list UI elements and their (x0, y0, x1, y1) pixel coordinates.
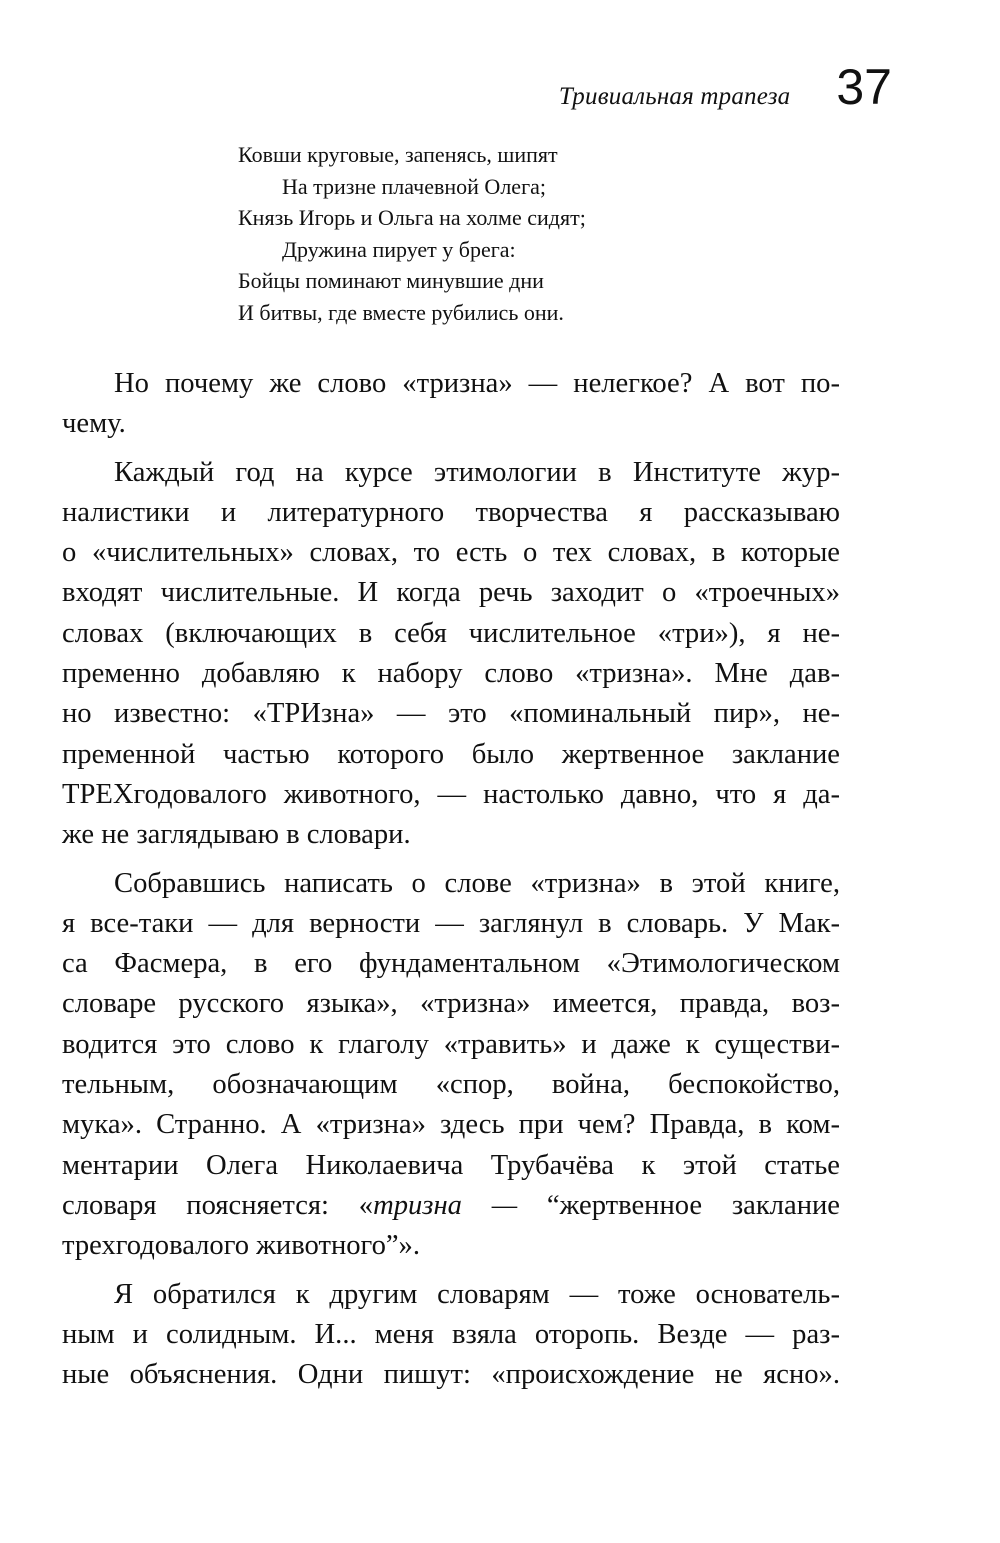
text-line: входят числительные. И когда речь заходит о «троечных» (62, 577, 840, 609)
text-line: Каждый год на курсе этимологии в Институте жур- (114, 456, 840, 488)
text-line: словах (включающих в себя числительное «три»), я не- (62, 617, 840, 649)
running-title: Тривиальная трапеза (558, 83, 791, 110)
text-line: же не заглядываю в словари. (62, 819, 411, 851)
paragraph-4 (62, 1275, 840, 1396)
italic-term: тризна — (373, 1189, 518, 1221)
text-line: са Фасмера, в его фундаментальном «Этимологическом (62, 948, 840, 980)
poem-line: Ковши круговые, запенясь, шипят (238, 142, 558, 167)
text-line-with-italic (62, 1186, 840, 1226)
poem-line: Князь Игорь и Ольга на холме сидят; (238, 205, 586, 230)
text-run: “жертвенное заклание (517, 1189, 840, 1221)
text-line: пременной частью которого было жертвенное заклание (62, 738, 840, 770)
text-line: словаре русского языка», «тризна» имеется, правда, воз- (62, 988, 840, 1020)
text-line: я все-таки — для верности — заглянул в словарь. У Мак- (62, 907, 840, 939)
text-line: Но почему же слово «тризна» — нелегкое? А вот по- (114, 368, 840, 399)
text-line: водится это слово к глаголу «травить» и даже к существи- (62, 1028, 840, 1060)
text-line: ТРЕХгодовалого животного, — настолько давно, что я да- (62, 778, 840, 810)
paragraph-2 (62, 453, 840, 856)
paragraph-3 (62, 864, 840, 1267)
text-line: мука». Странно. А «тризна» здесь при чем? Правда, в ком- (62, 1109, 840, 1141)
text-line: пременно добавляю к набору слово «тризна». Мне дав- (62, 658, 840, 690)
poem-epigraph (238, 139, 758, 328)
text-line: трехгодовалого животного”». (62, 1230, 421, 1262)
poem-line: И битвы, где вместе рубились они. (238, 299, 564, 325)
text-line: тельным, обозначающим «спор, война, беспокойство, (62, 1069, 840, 1101)
text-line: Собравшись написать о слове «тризна» в этой книге, (114, 867, 840, 899)
text-line: налистики и литературного творчества я рассказываю (62, 496, 840, 528)
text-line: но известно: «ТРИзна» — это «поминальный пир», не- (62, 698, 840, 730)
text-line: чему. (62, 408, 126, 440)
page-number: 37 (836, 59, 892, 115)
poem-line: На тризне плачевной Олега; (282, 173, 546, 199)
text-line: о «числительных» словах, то есть о тех словах, в которые (62, 537, 840, 569)
text-line: Я обратился к другим словарям — тоже основатель- (114, 1278, 840, 1310)
running-head (558, 59, 892, 115)
paragraph-1 (62, 364, 840, 445)
text-line: ным и солидным. И... меня взяла оторопь. Везде — раз- (62, 1318, 840, 1350)
poem-line: Дружина пирует у брега: (282, 236, 516, 262)
text-line: ные объяснения. Одни пишут: «происхождение не ясно». (62, 1359, 840, 1391)
body-text (62, 364, 840, 1403)
poem-line: Бойцы поминают минувшие дни (238, 268, 544, 293)
text-run: словаря поясняется: « (62, 1189, 374, 1221)
text-line: ментарии Олега Николаевича Трубачёва к этой статье (62, 1149, 840, 1181)
